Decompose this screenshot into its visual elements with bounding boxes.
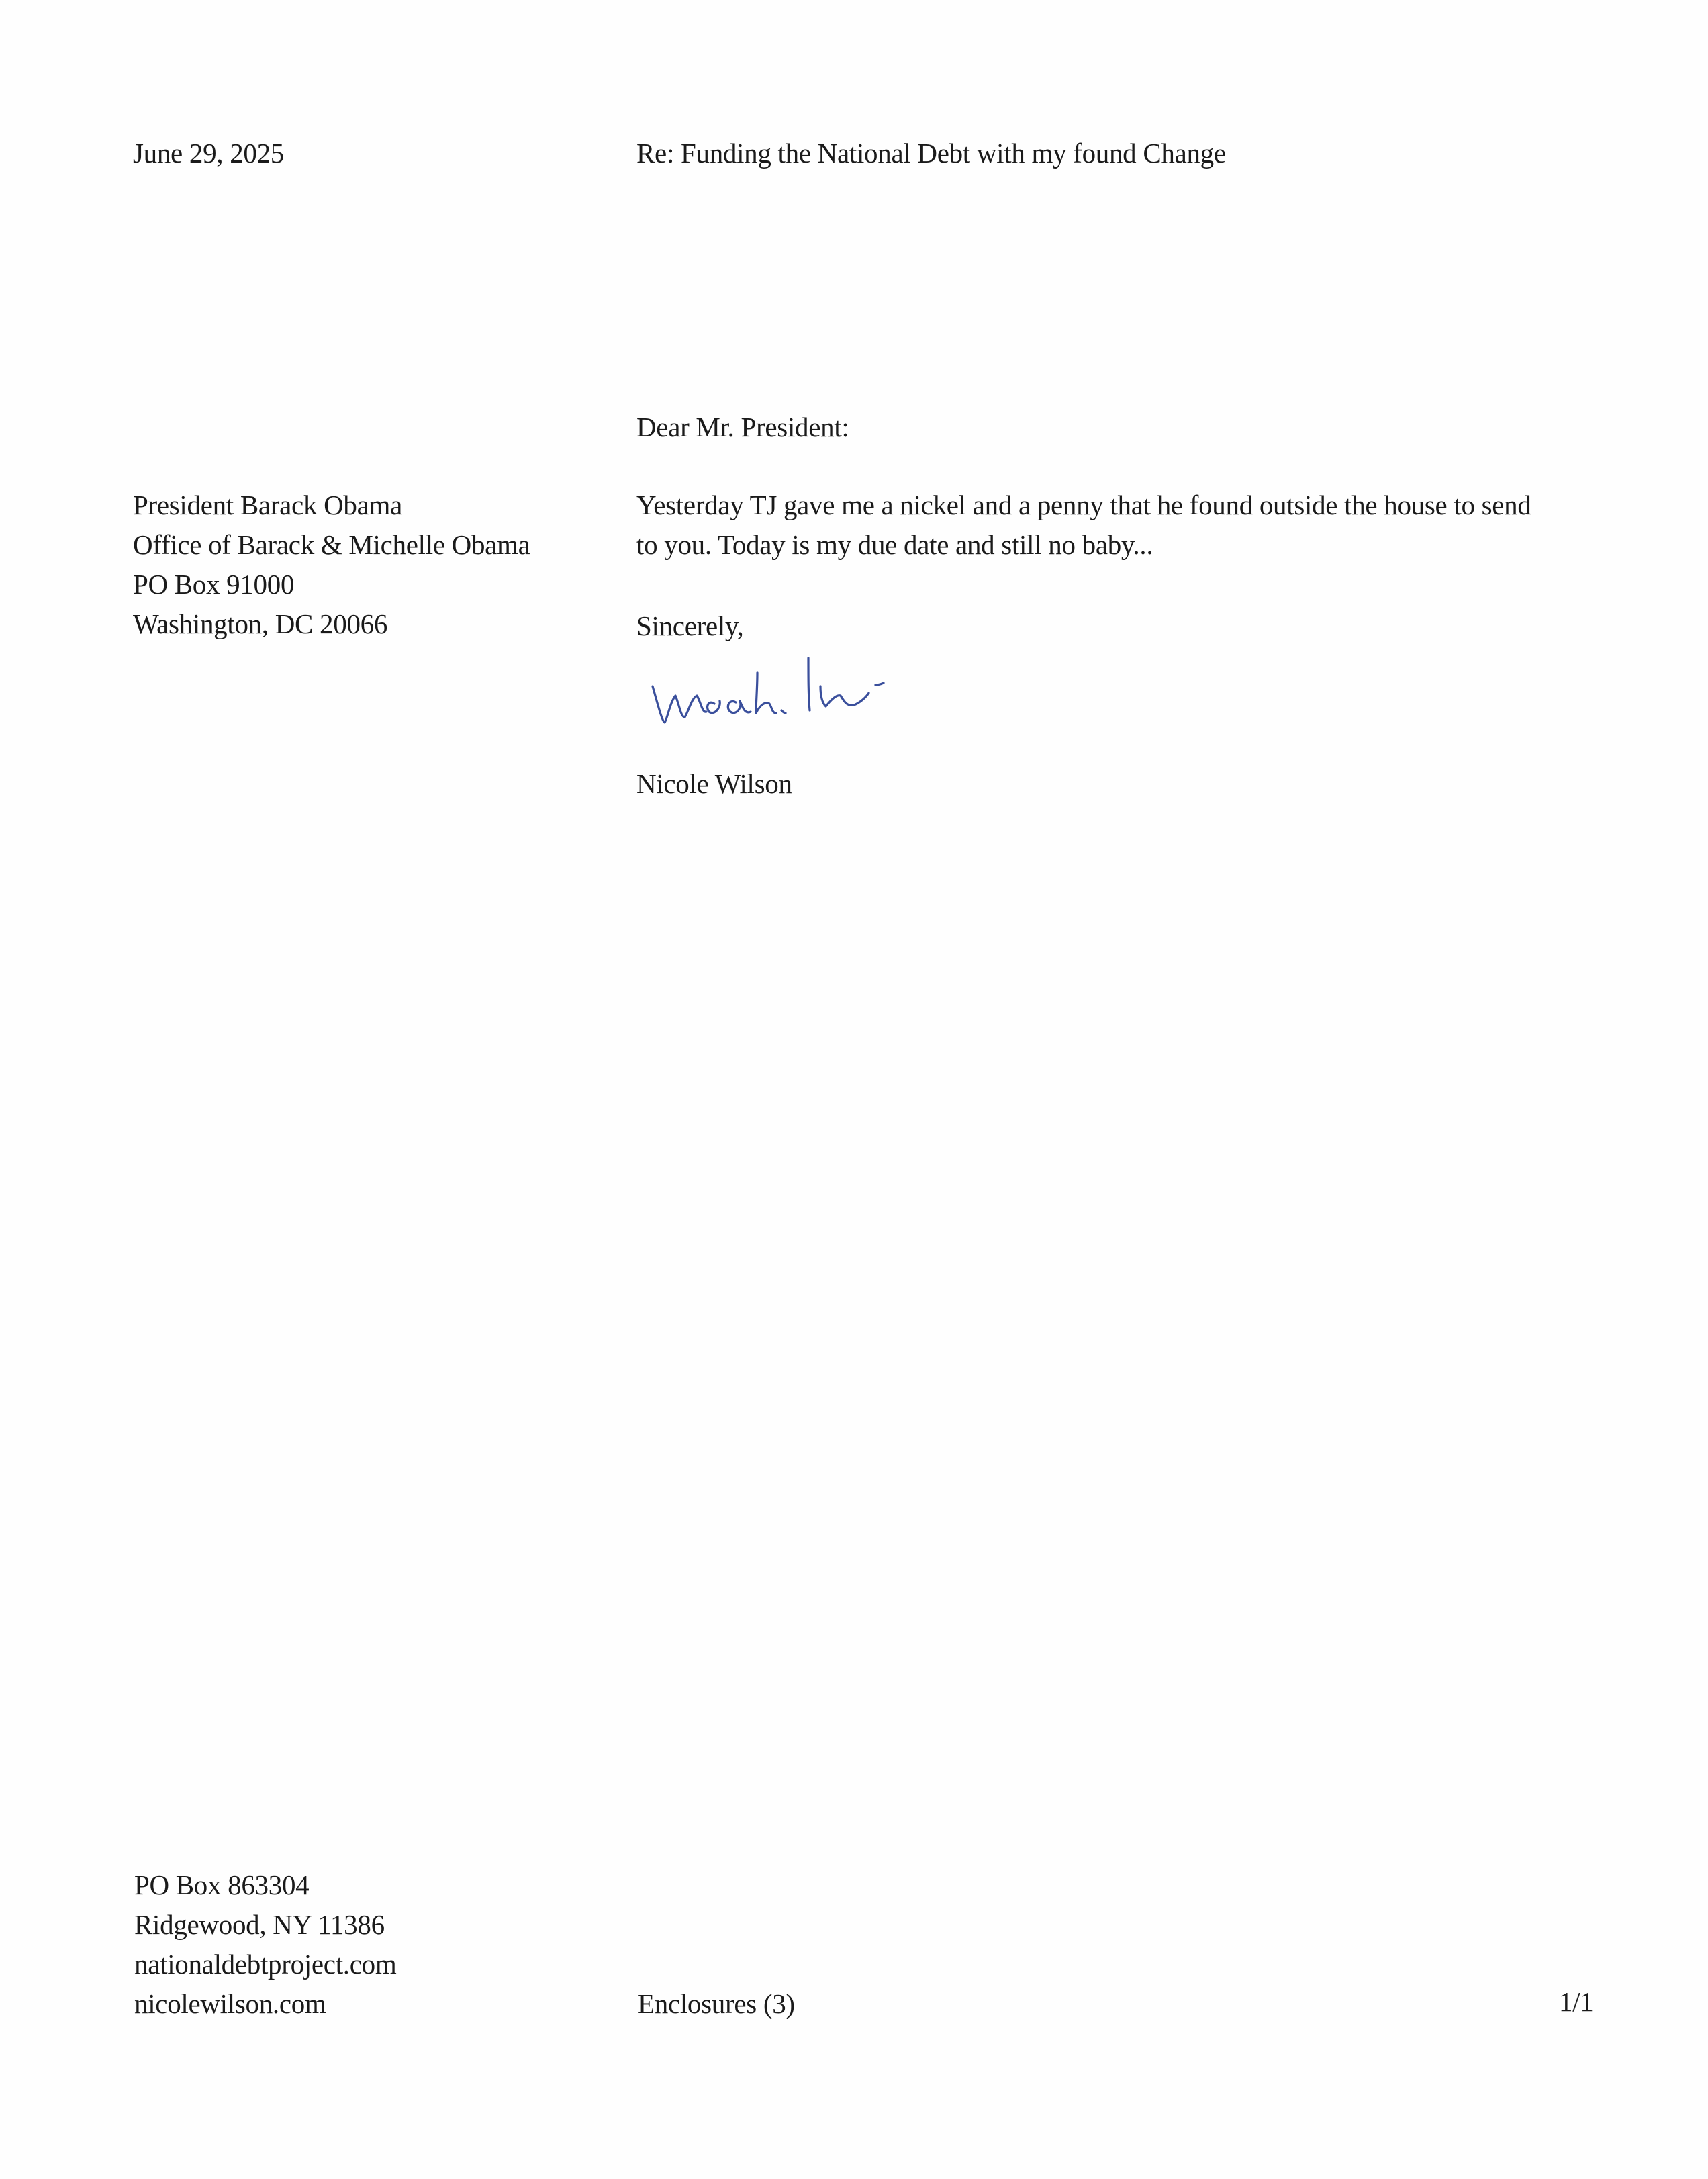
recipient-office: Office of Barack & Michelle Obama [133, 529, 530, 560]
letter-date: June 29, 2025 [133, 138, 285, 169]
page-number: 1/1 [1559, 1986, 1594, 2017]
recipient-name: President Barack Obama [133, 490, 402, 520]
letter-subject: Re: Funding the National Debt with my found Change [636, 138, 1226, 169]
recipient-city: Washington, DC 20066 [133, 608, 388, 639]
letter-body [636, 485, 1590, 565]
sender-website-1: nationaldebtproject.com [134, 1949, 397, 1980]
body-line: to you. Today is my due date and still no baby... [636, 529, 1153, 560]
closing: Sincerely, [636, 610, 744, 641]
signature-icon [645, 638, 967, 732]
body-line: Yesterday TJ gave me a nickel and a penny that he found outside the house to send [636, 490, 1531, 520]
signer-name: Nicole Wilson [636, 768, 792, 799]
sender-po-box: PO Box 863304 [134, 1869, 310, 1900]
sender-city: Ridgewood, NY 11386 [134, 1909, 385, 1940]
salutation: Dear Mr. President: [636, 412, 849, 443]
recipient-address [133, 485, 530, 644]
recipient-po-box: PO Box 91000 [133, 569, 295, 600]
sender-website-2: nicolewilson.com [134, 1988, 326, 2019]
sender-address [134, 1865, 396, 2024]
enclosures-note: Enclosures (3) [638, 1988, 795, 2019]
